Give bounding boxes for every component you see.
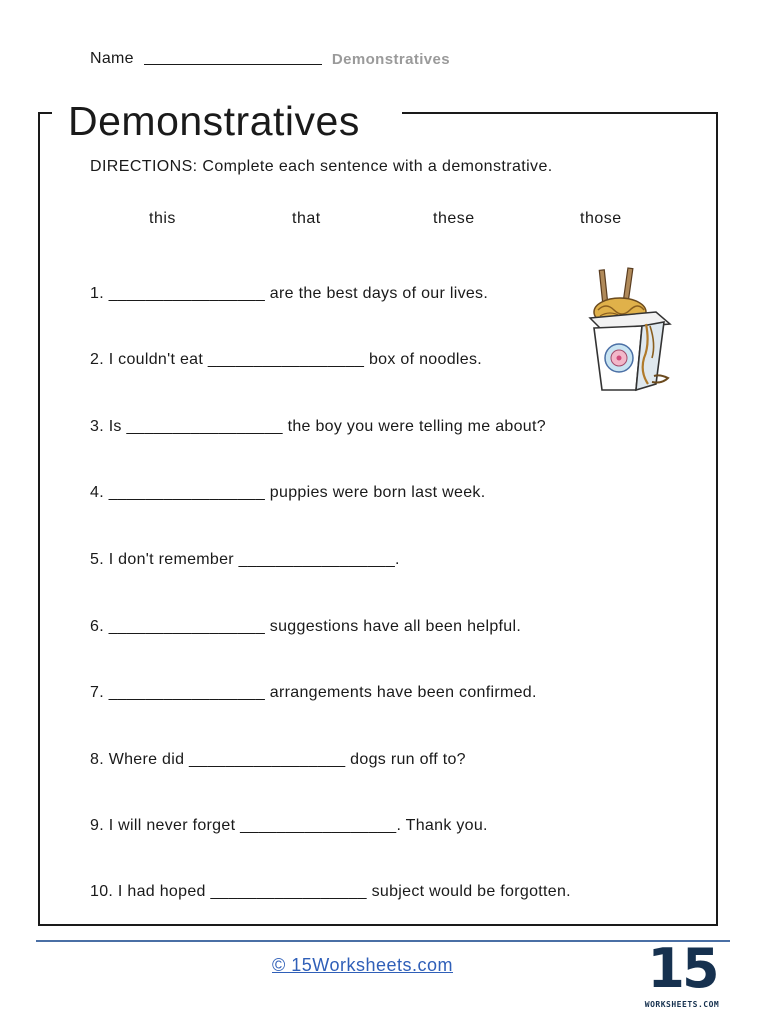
word-bank-item: these xyxy=(433,210,475,227)
worksheet-frame xyxy=(38,112,718,926)
name-row xyxy=(90,48,450,68)
directions: DIRECTIONS: Complete each sentence with a demonstrative. xyxy=(90,158,553,175)
noodle-box-icon xyxy=(580,266,676,396)
page-title: Demonstratives xyxy=(68,98,360,144)
logo-number: 15 xyxy=(647,937,717,1000)
question-9: 9. I will never forget _________________. Thank you. xyxy=(90,817,488,834)
question-3: 3. Is _________________ the boy you were telling me about? xyxy=(90,418,546,435)
question-1: 1. _________________ are the best days of our lives. xyxy=(90,285,489,302)
word-bank-item: those xyxy=(580,210,622,227)
site-logo xyxy=(636,936,728,1016)
question-6: 6. _________________ suggestions have all been helpful. xyxy=(90,618,522,635)
question-2: 2. I couldn't eat _________________ box of noodles. xyxy=(90,351,483,368)
word-bank-item: this xyxy=(149,210,176,227)
logo-tagline: WORKSHEETS.COM xyxy=(644,1000,720,1009)
question-8: 8. Where did _________________ dogs run off to? xyxy=(90,751,466,768)
topic-label: Demonstratives xyxy=(331,51,451,68)
name-line[interactable] xyxy=(144,64,322,65)
question-7: 7. _________________ arrangements have been confirmed. xyxy=(90,684,537,701)
question-10: 10. I had hoped _________________ subject would be forgotten. xyxy=(90,883,571,900)
footer-link[interactable]: © 15Worksheets.com xyxy=(272,955,453,975)
question-4: 4. _________________ puppies were born last week. xyxy=(90,484,486,501)
question-5: 5. I don't remember _________________. xyxy=(90,551,400,568)
name-label: Name xyxy=(90,50,134,67)
footer-rule xyxy=(36,940,730,942)
word-bank-item: that xyxy=(292,210,321,227)
